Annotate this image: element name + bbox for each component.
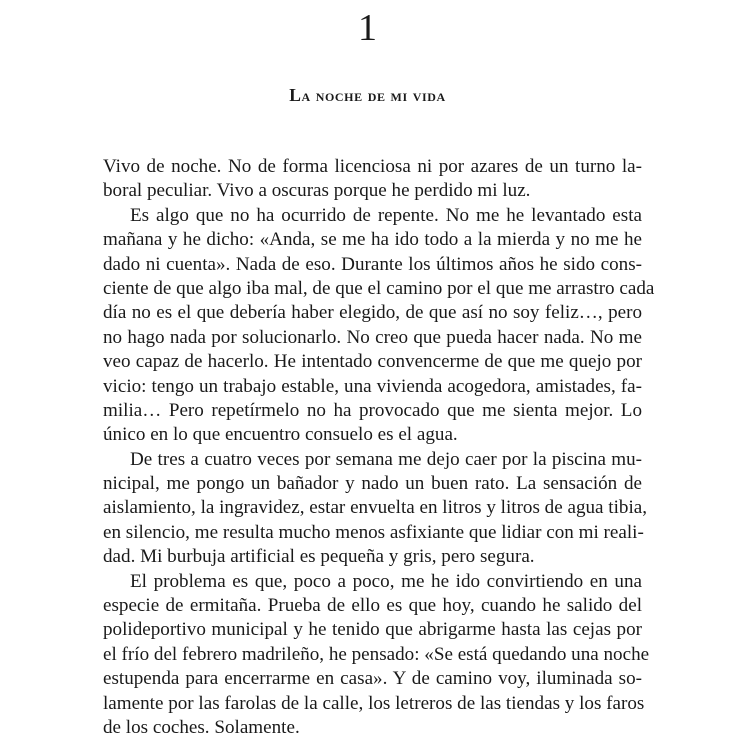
text-line: ciente de que algo iba mal, de que el camino por el que me arrastro cada xyxy=(103,277,655,299)
text-line: el frío del febrero madrileño, he pensado: «Se está quedando una noche xyxy=(103,643,650,665)
chapter-number: 1 xyxy=(358,7,377,49)
text-line: día no es el que debería haber elegido, de que así no soy feliz…, pero xyxy=(103,302,642,324)
chapter-body xyxy=(103,155,655,740)
paragraph-3 xyxy=(103,448,647,570)
text-line: único en lo que encuentro consuelo es el agua. xyxy=(103,424,458,446)
chapter-title: La noche de mi vida xyxy=(289,85,446,105)
text-line: veo capaz de hacerlo. He intentado convencerme de que me quejo por xyxy=(103,351,642,373)
text-line: milia… Pero repetírmelo no ha provocado que me sienta mejor. Lo xyxy=(103,399,642,421)
text-line: especie de ermitaña. Prueba de ello es que hoy, cuando he salido del xyxy=(103,595,642,617)
text-line: aislamiento, la ingravidez, estar envuelta en litros y litros de agua tibia, xyxy=(103,497,647,519)
text-line: lamente por las farolas de la calle, los letreros de las tiendas y los faros xyxy=(103,692,645,714)
text-line: dado ni cuenta». Nada de eso. Durante los últimos años he sido cons- xyxy=(103,253,642,275)
text-line: De tres a cuatro veces por semana me dejo caer por la piscina mu- xyxy=(130,448,642,470)
text-line: estupenda para encerrarme en casa». Y de camino voy, iluminada so- xyxy=(103,668,642,690)
text-line: en silencio, me resulta mucho menos asfixiante que lidiar con mi reali- xyxy=(103,521,644,543)
text-line: no hago nada por solucionarlo. No creo que pueda hacer nada. No me xyxy=(103,326,642,348)
text-line: boral peculiar. Vivo a oscuras porque he perdido mi luz. xyxy=(103,180,531,202)
text-line: polideportivo municipal y he tenido que abrigarme hasta las cejas por xyxy=(103,619,642,641)
paragraph-4 xyxy=(103,570,650,740)
text-line: Es algo que no ha ocurrido de repente. No me he levantado esta xyxy=(130,204,642,226)
text-line: vicio: tengo un trabajo estable, una vivienda acogedora, amistades, fa- xyxy=(103,375,642,397)
text-line: mañana y he dicho: «Anda, se me ha ido todo a la mierda y no me he xyxy=(103,229,642,251)
text-line: dad. Mi burbuja artificial es pequeña y gris, pero segura. xyxy=(103,546,535,568)
paragraph-1 xyxy=(103,155,642,204)
text-line: El problema es que, poco a poco, me he ido convirtiendo en una xyxy=(130,570,642,592)
text-line: de los coches. Solamente. xyxy=(103,716,300,738)
text-line: nicipal, me pongo un bañador y nado un buen rato. La sensación de xyxy=(103,473,642,495)
paragraph-2 xyxy=(103,204,655,448)
text-line: Vivo de noche. No de forma licenciosa ni por azares de un turno la- xyxy=(103,156,642,177)
